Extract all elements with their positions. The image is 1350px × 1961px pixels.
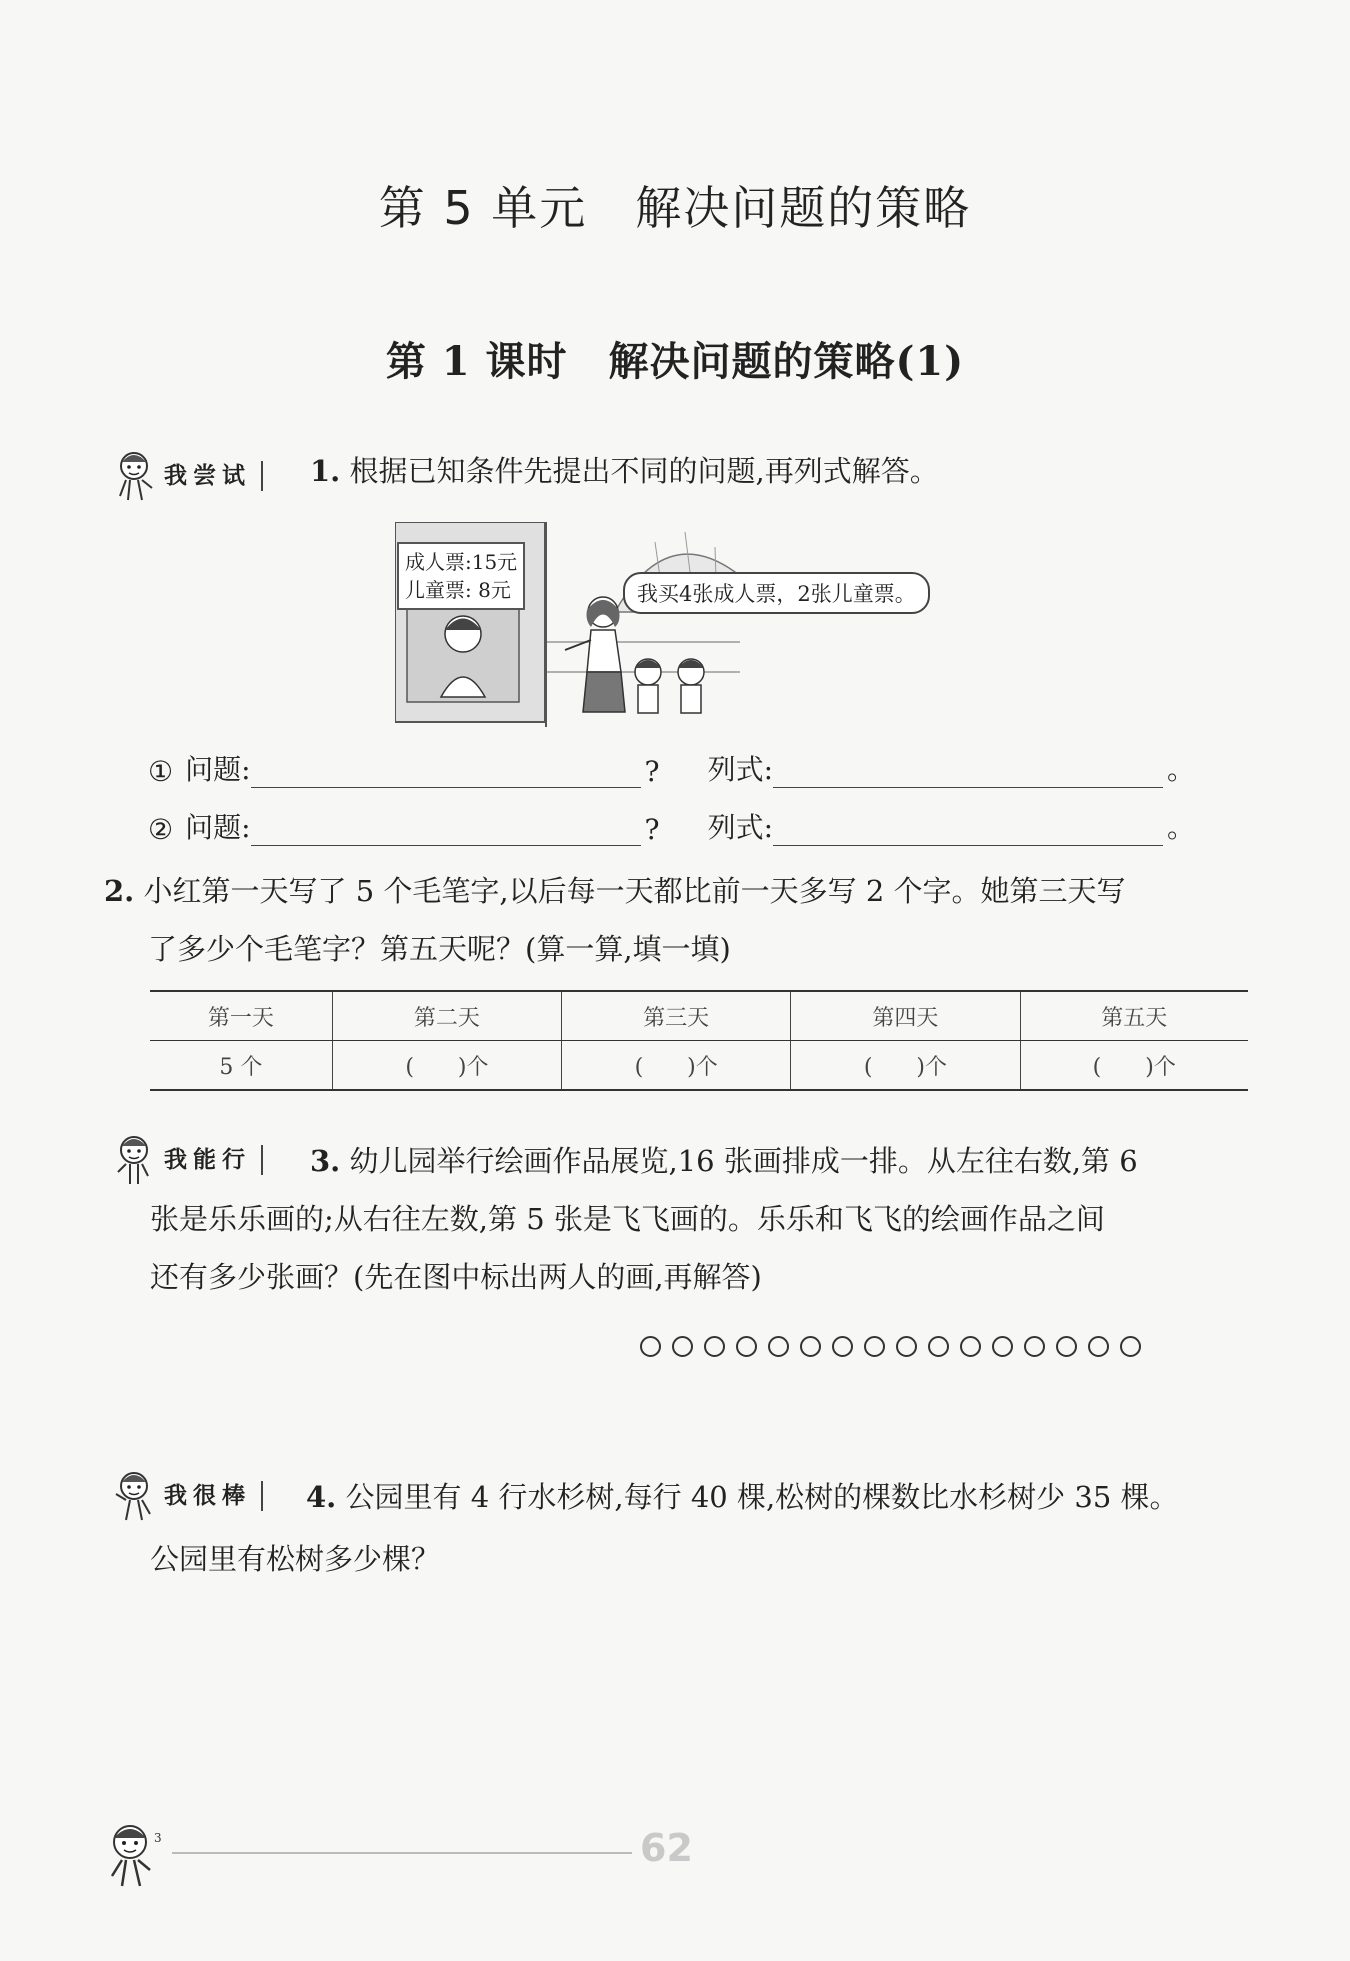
ticket-price-sign: [397, 542, 525, 610]
question-1: [310, 442, 939, 500]
footer-rule: [172, 1852, 632, 1854]
painting-circle[interactable]: [640, 1336, 661, 1357]
child-ticket-price: 儿童票: 8元: [405, 578, 511, 602]
painting-circle[interactable]: [960, 1336, 981, 1357]
table-header-cell: 第四天: [791, 991, 1020, 1041]
question-number: 1.: [310, 454, 341, 488]
adult-ticket-price: 成人票:15元: [405, 550, 518, 574]
question-blank[interactable]: [251, 815, 641, 846]
table-header-cell: 第二天: [332, 991, 561, 1041]
question-text: 幼儿园举行绘画作品展览,16 张画排成一排。从左往右数,第 6: [349, 1144, 1138, 1178]
question-mark: ?: [644, 755, 660, 788]
answer-row-2: [148, 806, 1195, 846]
table-cell-blank[interactable]: ( )个: [332, 1041, 561, 1091]
question-blank[interactable]: [251, 757, 641, 788]
badge-label: 我尝试: [160, 461, 263, 491]
mascot-icon: [108, 1468, 160, 1524]
period-mark: 。: [1167, 811, 1196, 844]
table-header-cell: 第三天: [562, 991, 791, 1041]
painting-circle[interactable]: [768, 1336, 789, 1357]
row-marker: ①: [148, 755, 174, 788]
painting-circle[interactable]: [1120, 1336, 1141, 1357]
question-number: 3.: [310, 1144, 341, 1178]
footer-mascot-icon: [100, 1820, 170, 1892]
formula-blank[interactable]: [773, 815, 1163, 846]
unit-title: 第 5 单元 解决问题的策略: [378, 181, 972, 235]
question-label: 问题:: [185, 753, 251, 786]
painting-circle[interactable]: [800, 1336, 821, 1357]
paintings-circle-row: [640, 1336, 1141, 1357]
question-number: 2.: [104, 874, 135, 908]
painting-circle[interactable]: [1056, 1336, 1077, 1357]
svg-text:3: 3: [154, 1831, 162, 1845]
question-3-line-3: 还有多少张画？(先在图中标出两人的画,再解答): [150, 1260, 762, 1294]
painting-circle[interactable]: [992, 1336, 1013, 1357]
painting-circle[interactable]: [928, 1336, 949, 1357]
painting-circle[interactable]: [672, 1336, 693, 1357]
table-row: [150, 1041, 1248, 1091]
painting-circle[interactable]: [832, 1336, 853, 1357]
painting-circle[interactable]: [864, 1336, 885, 1357]
question-3-line-2: 张是乐乐画的;从右往左数,第 5 张是飞飞画的。乐乐和飞飞的绘画作品之间: [150, 1202, 1105, 1236]
table-header-cell: 第一天: [150, 991, 332, 1041]
question-text-line-1: 小红第一天写了 5 个毛笔字,以后每一天都比前一天多写 2 个字。她第三天写: [143, 874, 1126, 908]
badge-great: [108, 1468, 263, 1524]
formula-label: 列式:: [707, 753, 773, 786]
formula-blank[interactable]: [773, 757, 1163, 788]
page-number: 62: [640, 1826, 693, 1870]
question-mark: ?: [644, 813, 660, 846]
question-number: 4.: [306, 1480, 337, 1514]
painting-circle[interactable]: [896, 1336, 917, 1357]
table-header-row: [150, 991, 1248, 1041]
question-4-line-1: [306, 1468, 1179, 1526]
question-label: 问题:: [185, 811, 251, 844]
badge-can-do: [108, 1132, 263, 1188]
painting-circle[interactable]: [704, 1336, 725, 1357]
question-text-line-2: 了多少个毛笔字？第五天呢？(算一算,填一填): [148, 932, 731, 966]
question-3-line-1: [310, 1132, 1138, 1190]
mascot-icon: [108, 448, 160, 504]
lesson-title: 第 1 课时 解决问题的策略(1): [385, 338, 965, 385]
days-table: [150, 990, 1248, 1091]
badge-try: [108, 448, 263, 504]
speech-bubble: 我买4张成人票，2张儿童票。: [623, 572, 930, 614]
badge-label: 我很棒: [160, 1481, 263, 1511]
ticket-booth-illustration: [395, 522, 916, 732]
table-cell-blank[interactable]: ( )个: [791, 1041, 1020, 1091]
table-cell-blank[interactable]: ( )个: [1020, 1041, 1248, 1091]
row-marker: ②: [148, 813, 174, 846]
badge-label: 我能行: [160, 1145, 263, 1175]
period-mark: 。: [1167, 753, 1196, 786]
question-text: 公园里有 4 行水杉树,每行 40 棵,松树的棵数比水杉树少 35 棵。: [345, 1480, 1179, 1514]
formula-label: 列式:: [707, 811, 773, 844]
question-2: [104, 862, 1126, 978]
table-cell-blank[interactable]: ( )个: [562, 1041, 791, 1091]
answer-row-1: [148, 748, 1195, 788]
mascot-icon: [108, 1132, 160, 1188]
question-text: 根据已知条件先提出不同的问题,再列式解答。: [349, 454, 939, 488]
table-cell: 5 个: [150, 1041, 332, 1091]
question-4-line-2: 公园里有松树多少棵？: [150, 1542, 441, 1576]
painting-circle[interactable]: [1088, 1336, 1109, 1357]
painting-circle[interactable]: [736, 1336, 757, 1357]
table-header-cell: 第五天: [1020, 991, 1248, 1041]
painting-circle[interactable]: [1024, 1336, 1045, 1357]
